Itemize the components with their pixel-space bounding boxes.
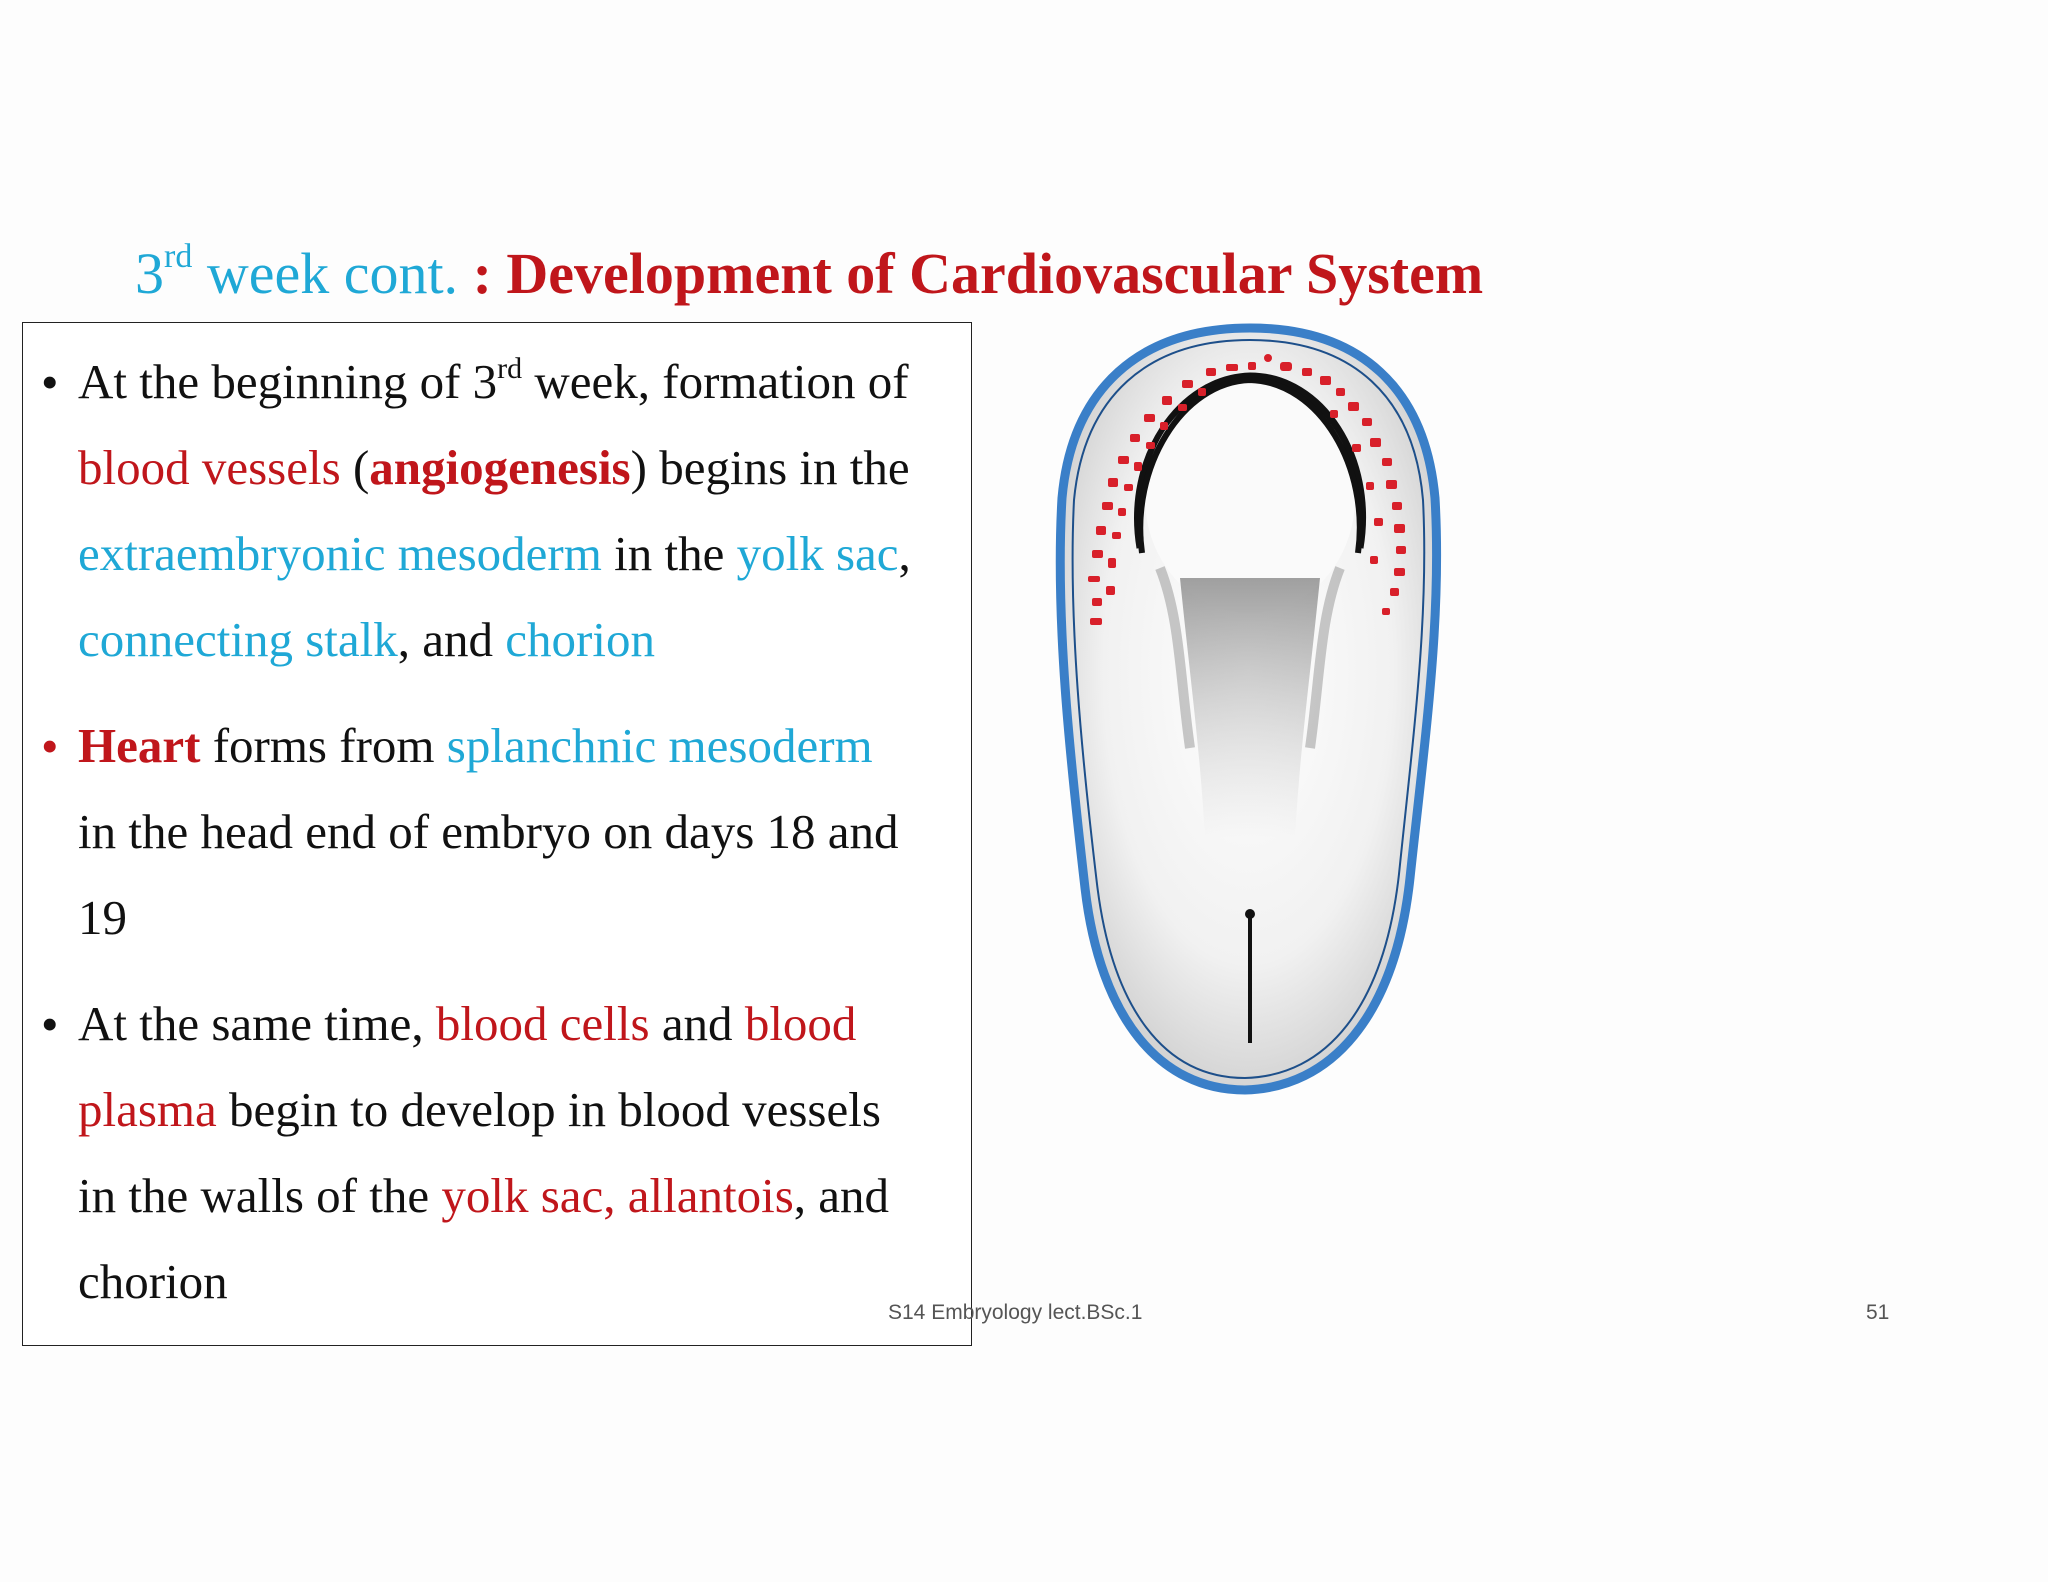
footer-page-number: 51 [1866,1301,1890,1324]
footer-course: S14 Embryology lect.BSc.1 [888,1301,1143,1324]
text-superscript: rd [497,352,523,385]
title-prefix: week cont. [192,241,459,306]
bullet-marker: • [41,354,59,410]
slide-title [135,238,1484,306]
text-run: begin to develop in blood vessels [216,1082,881,1137]
text-run: , and [793,1168,890,1223]
bullet-marker: • [41,718,59,774]
term-splanchnic-mesoderm: splanchnic mesoderm [446,718,873,773]
primitive-node [1245,909,1255,919]
bullet-3-line-4: chorion [78,1254,228,1309]
title-ordinal-suffix: rd [164,238,193,275]
bullet-3-line-1 [78,996,857,1051]
text-run: in the walls of the [78,1168,442,1223]
term-blood-vessels: blood vessels [78,440,341,495]
text-run: At the same time, [78,996,436,1051]
text-run: and [649,996,745,1051]
text-run: , [898,526,911,581]
term-blood-cells: blood cells [435,996,650,1051]
title-separator: : [458,241,507,306]
text-run: , and [397,612,506,667]
term-angiogenesis: angiogenesis [369,440,631,495]
bullet-2-line-2: in the head end of embryo on days 18 and [78,804,899,859]
bullet-3-line-2 [78,1082,881,1137]
title-ordinal: 3 [135,241,164,306]
term-extraembryonic-mesoderm: extraembryonic mesoderm [78,526,602,581]
text-box [22,322,972,1346]
title-main: Development of Cardiovascular System [506,241,1484,306]
bullet-1-line-4 [78,612,655,667]
term-chorion: chorion [505,612,655,667]
bullet-2-line-3: 19 [78,890,127,945]
bullet-3-line-3 [78,1168,890,1223]
bullet-marker: • [41,996,59,1052]
term-plasma: plasma [78,1082,217,1137]
embryo-diagram-icon [1030,318,1470,1098]
bullet-1-line-1 [78,352,909,409]
text-run: in the [601,526,737,581]
term-yolk-sac-allantois: yolk sac, allantois [441,1168,794,1223]
term-blood: blood [744,996,857,1051]
term-heart: Heart [78,718,201,773]
term-yolk-sac: yolk sac [736,526,899,581]
bullet-2-line-1 [78,718,873,773]
text-run: ) begins in the [630,440,910,495]
bullet-1-line-2 [78,440,910,495]
text-run: At the beginning of 3 [78,354,498,409]
text-run: week, formation of [522,354,909,409]
term-connecting-stalk: connecting stalk [78,612,398,667]
bullet-1-line-3 [78,526,911,581]
text-run: forms from [200,718,447,773]
text-run: ( [340,440,370,495]
